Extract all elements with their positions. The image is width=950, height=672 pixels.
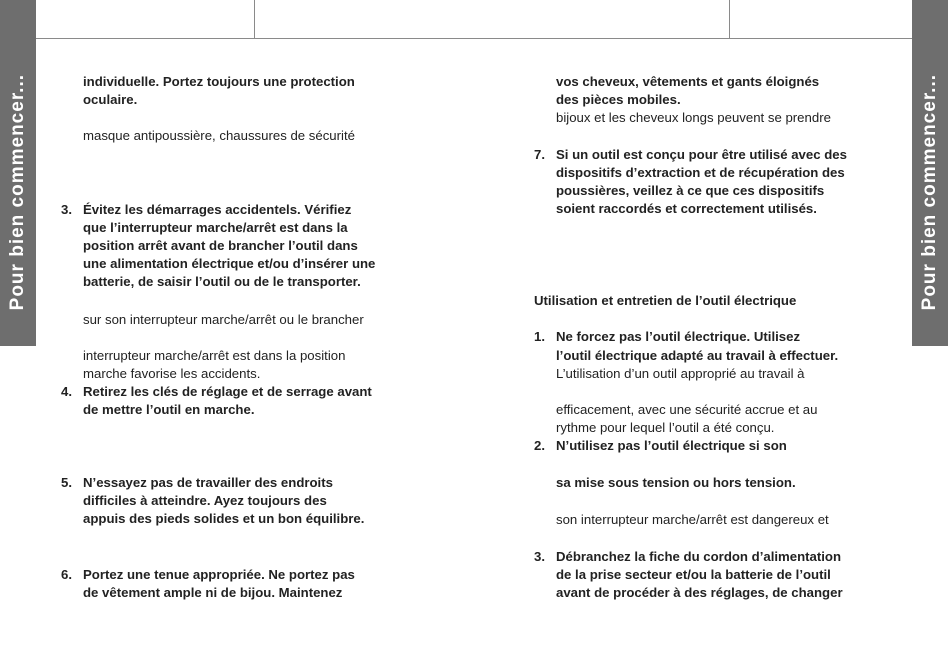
item5-bold-2: difficiles à atteindre. Ayez toujours des [83, 493, 327, 508]
right-cont-normal: bijoux et les cheveux longs peuvent se prendre [556, 110, 831, 125]
left-top-strip [0, 0, 36, 38]
side-tab-right [912, 38, 948, 346]
item3r-number: 3. [534, 549, 545, 564]
item1-normal-2: efficacement, avec une sécurité accrue et au [556, 402, 818, 417]
section-heading: Utilisation et entretien de l’outil électrique [534, 293, 797, 308]
item4-bold-2: de mettre l’outil en marche. [83, 402, 255, 417]
item5-number: 5. [61, 475, 72, 490]
item3r-bold-2: de la prise secteur et/ou la batterie de l’outil [556, 567, 831, 582]
left-intro-bold-2: oculaire. [83, 92, 138, 107]
header-divider-1 [254, 0, 255, 38]
item3-bold-3: position arrêt avant de brancher l’outil dans [83, 238, 358, 253]
item3-normal-1: sur son interrupteur marche/arrêt ou le brancher [83, 312, 364, 327]
item1-normal-1: L’utilisation d’un outil approprié au travail à [556, 366, 805, 381]
right-top-strip [912, 0, 948, 38]
item7-bold-1: Si un outil est conçu pour être utilisé avec des [556, 147, 847, 162]
item1-bold-1: Ne forcez pas l’outil électrique. Utilisez [556, 329, 801, 344]
item4-bold-1: Retirez les clés de réglage et de serrage avant [83, 384, 372, 399]
item6-bold-1: Portez une tenue appropriée. Ne portez pas [83, 567, 355, 582]
item3-normal-2: interrupteur marche/arrêt est dans la position [83, 348, 346, 363]
side-tab-left [0, 38, 36, 346]
item7-bold-2: dispositifs d’extraction et de récupération des [556, 165, 845, 180]
right-cont-bold-2: des pièces mobiles. [556, 92, 681, 107]
item3-number: 3. [61, 202, 72, 217]
left-intro-bold-1: individuelle. Portez toujours une protection [83, 74, 355, 89]
item7-bold-3: poussières, veillez à ce que ces dispositifs [556, 183, 825, 198]
header-divider-2 [729, 0, 730, 38]
item3-bold-1: Évitez les démarrages accidentels. Vérifiez [83, 202, 352, 217]
item4-number: 4. [61, 384, 72, 399]
item3r-bold-3: avant de procéder à des réglages, de changer [556, 585, 843, 600]
item7-number: 7. [534, 147, 545, 162]
item3-bold-2: que l’interrupteur marche/arrêt est dans la [83, 220, 348, 235]
item3-normal-3: marche favorise les accidents. [83, 366, 261, 381]
item5-bold-3: appuis des pieds solides et un bon équilibre. [83, 511, 365, 526]
item1-bold-2: l’outil électrique adapté au travail à effectuer. [556, 348, 839, 363]
item3r-bold-1: Débranchez la fiche du cordon d’alimentation [556, 549, 842, 564]
side-tab-right-text: Pour bien commencer... [919, 73, 940, 311]
side-tab-left-text: Pour bien commencer... [7, 73, 28, 311]
left-intro-normal: masque antipoussière, chaussures de sécurité [83, 128, 355, 143]
item2-number: 2. [534, 438, 545, 453]
header-rule [36, 38, 912, 39]
item6-number: 6. [61, 567, 72, 582]
item2-bold-1: N’utilisez pas l’outil électrique si son [556, 438, 787, 453]
item3-bold-5: batterie, de saisir l’outil ou de le transporter. [83, 274, 361, 289]
item7-bold-4: soient raccordés et correctement utilisés. [556, 201, 817, 216]
item2-normal: son interrupteur marche/arrêt est dangereux et [556, 512, 829, 527]
item1-number: 1. [534, 329, 545, 344]
item3-bold-4: une alimentation électrique et/ou d’insérer une [83, 256, 376, 271]
item2-bold-2: sa mise sous tension ou hors tension. [556, 475, 796, 490]
item5-bold-1: N’essayez pas de travailler des endroits [83, 475, 333, 490]
right-cont-bold-1: vos cheveux, vêtements et gants éloignés [556, 74, 820, 89]
item1-normal-3: rythme pour lequel l’outil a été conçu. [556, 420, 775, 435]
item6-bold-2: de vêtement ample ni de bijou. Maintenez [83, 585, 343, 600]
